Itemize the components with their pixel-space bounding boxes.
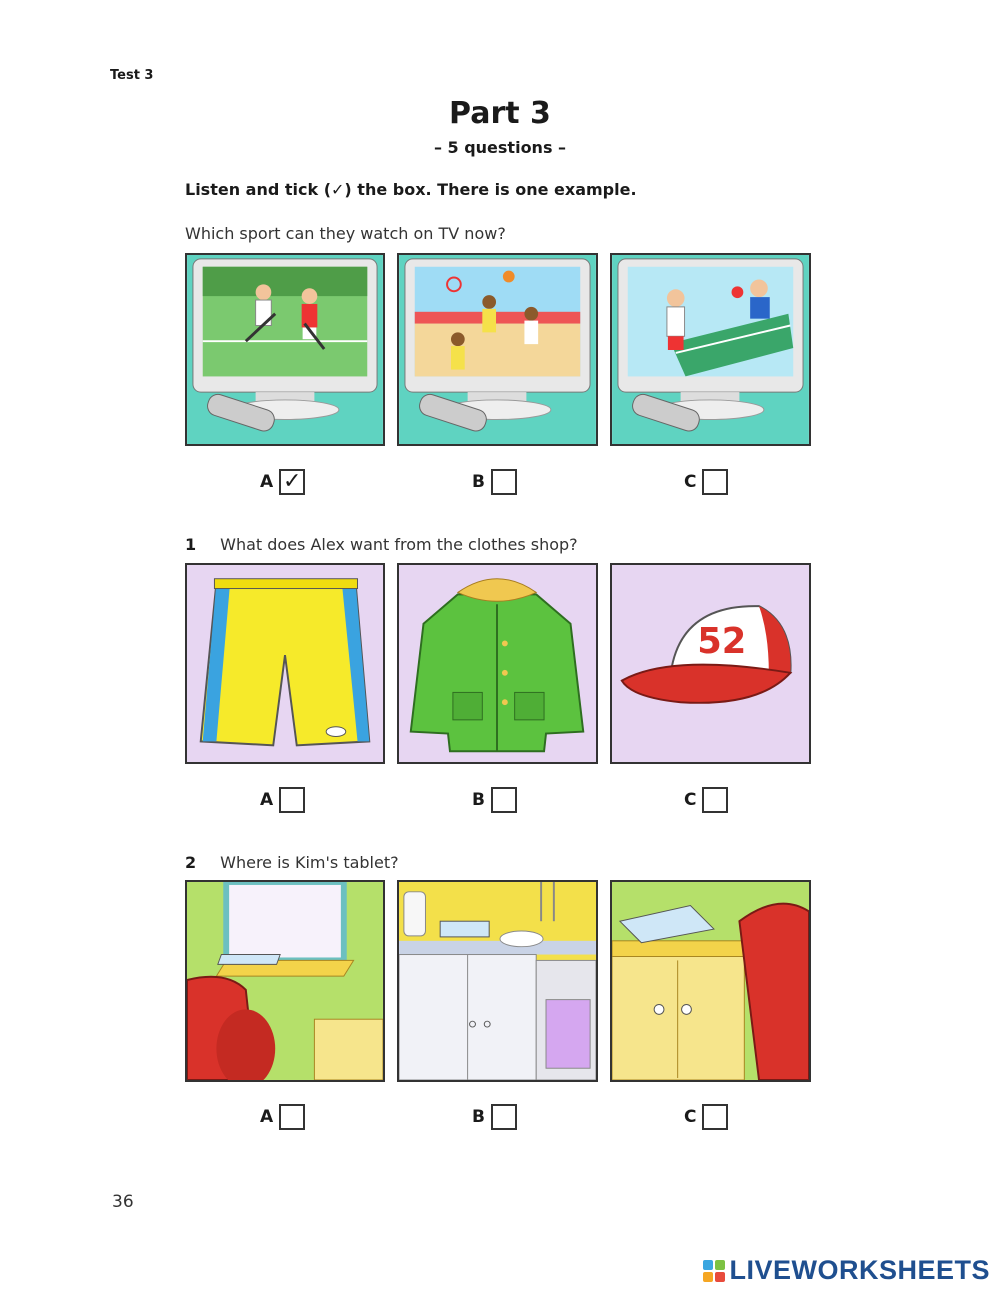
cap-picture (610, 563, 811, 764)
option-letter: C (684, 1107, 697, 1127)
q2-option-a (260, 1104, 305, 1130)
tv-hockey-picture (185, 253, 385, 446)
page-number: 36 (112, 1192, 134, 1212)
option-letter: B (472, 1107, 485, 1127)
q2-checkbox-c[interactable] (702, 1104, 728, 1130)
example-checkbox-a[interactable]: ✓ (279, 469, 305, 495)
q2-option-c (684, 1104, 728, 1130)
instruction-text: Listen and tick (✓) the box. There is one example. (185, 180, 637, 199)
question-1 (185, 535, 578, 554)
q1-checkbox-c[interactable] (702, 787, 728, 813)
question-2 (185, 853, 399, 872)
q1-option-c (684, 787, 728, 813)
q2-checkbox-b[interactable] (491, 1104, 517, 1130)
cap-number: 52 (697, 621, 747, 663)
option-letter: C (684, 790, 697, 810)
question-number: 1 (185, 535, 197, 554)
question-text: What does Alex want from the clothes shop? (220, 535, 578, 554)
option-letter: A (260, 472, 274, 492)
question-text: Where is Kim's tablet? (220, 853, 399, 872)
tablet-on-shelf-picture (185, 880, 385, 1082)
option-letter: B (472, 790, 485, 810)
q2-checkbox-a[interactable] (279, 1104, 305, 1130)
example-option-a (260, 469, 305, 495)
example-option-b (472, 469, 517, 495)
page-subtitle: – 5 questions – (433, 138, 567, 157)
jacket-picture (397, 563, 598, 764)
example-checkbox-c[interactable] (702, 469, 728, 495)
tablet-on-cupboard-picture (610, 880, 811, 1082)
q1-checkbox-a[interactable] (279, 787, 305, 813)
page-title: Part 3 (449, 96, 551, 131)
q1-option-a (260, 787, 305, 813)
test-label: Test 3 (110, 68, 154, 83)
brand-name: LIVEWORKSHEETS (729, 1255, 990, 1285)
q2-option-b (472, 1104, 517, 1130)
example-question: Which sport can they watch on TV now? (185, 224, 506, 243)
option-letter: C (684, 472, 697, 492)
q1-checkbox-b[interactable] (491, 787, 517, 813)
tablet-in-kitchen-picture (397, 880, 598, 1082)
option-letter: A (260, 1107, 274, 1127)
shorts-picture (185, 563, 385, 764)
tv-table-tennis-picture (610, 253, 811, 446)
option-letter: A (260, 790, 274, 810)
liveworksheets-logo[interactable] (703, 1255, 990, 1286)
q1-option-b (472, 787, 517, 813)
question-number: 2 (185, 853, 197, 872)
example-checkbox-b[interactable] (491, 469, 517, 495)
option-letter: B (472, 472, 485, 492)
liveworksheets-icon (703, 1260, 725, 1282)
example-option-c (684, 469, 728, 495)
tv-basketball-picture (397, 253, 598, 446)
